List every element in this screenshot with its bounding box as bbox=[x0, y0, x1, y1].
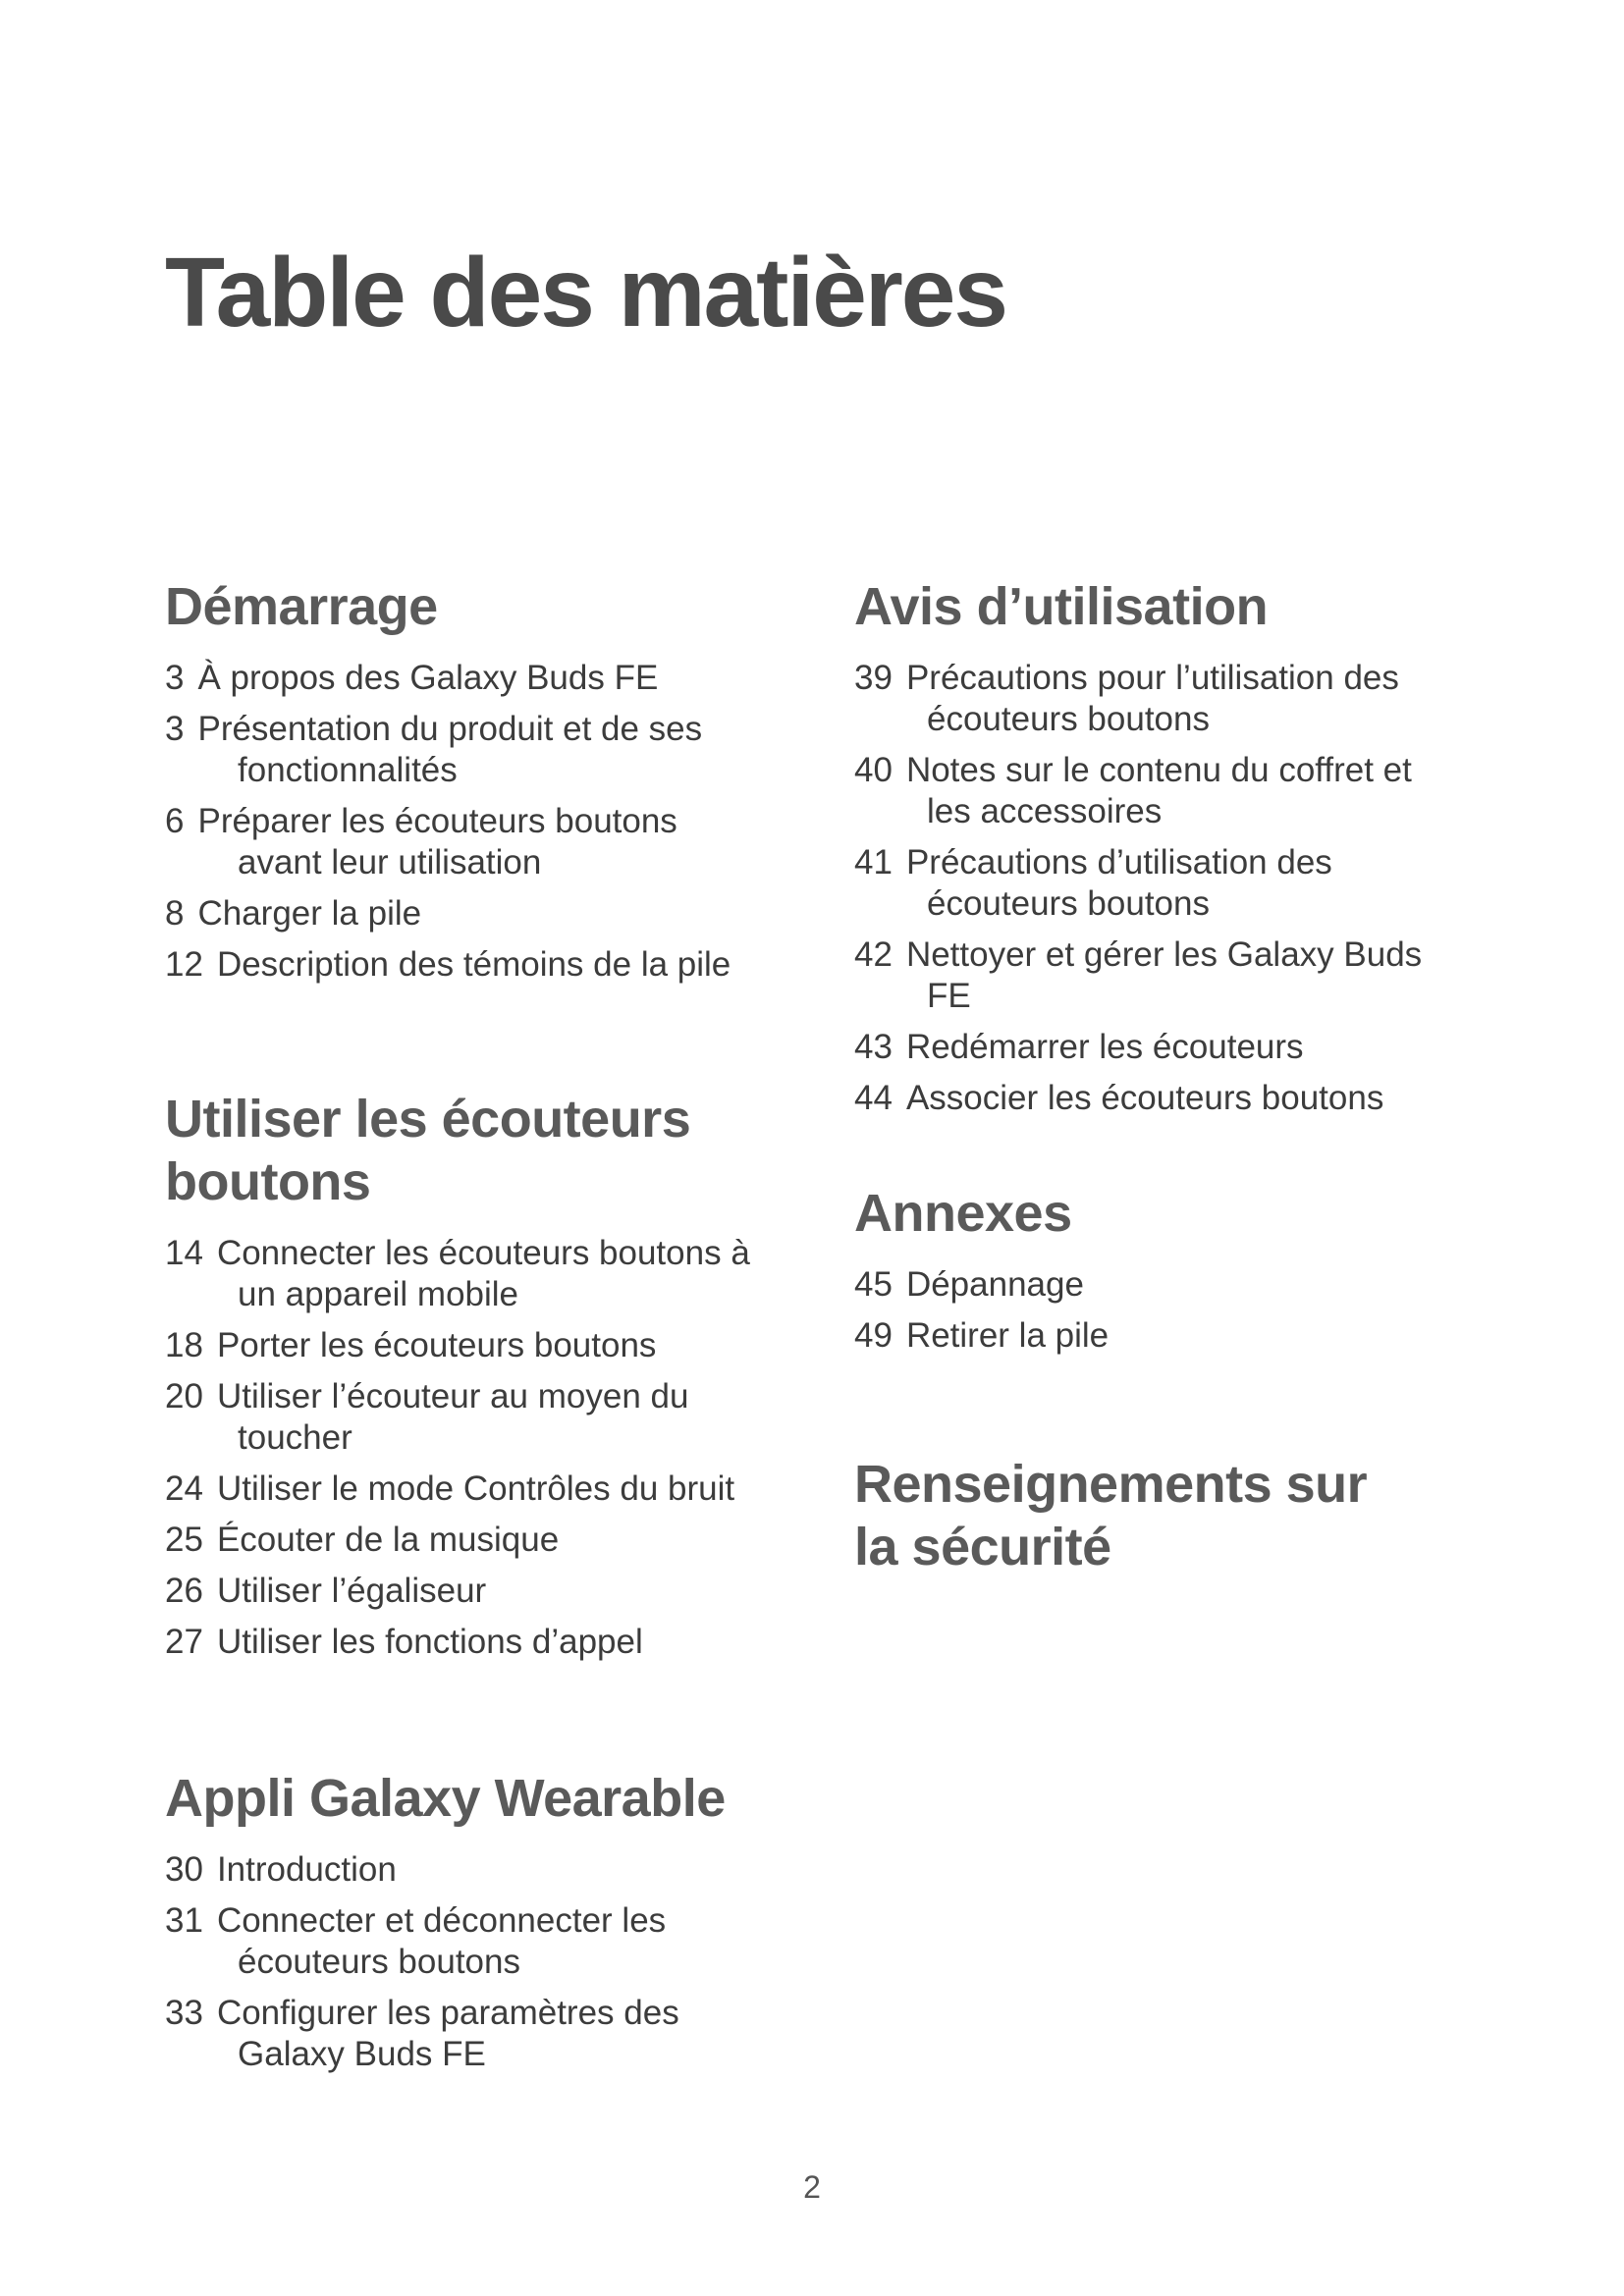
toc-entry[interactable] bbox=[165, 1900, 754, 1983]
page-number: 2 bbox=[803, 2169, 821, 2205]
toc-entry[interactable] bbox=[165, 1849, 754, 1891]
toc-entry[interactable] bbox=[165, 1520, 754, 1561]
entry-page: 27 bbox=[165, 1623, 203, 1661]
toc-entry[interactable] bbox=[854, 1078, 1463, 1119]
entry-text: Utiliser les fonctions d’appel bbox=[216, 1623, 643, 1661]
toc-entry[interactable] bbox=[854, 658, 1463, 740]
entry-text: Description des témoins de la pile bbox=[216, 945, 731, 984]
entry-page: 26 bbox=[165, 1572, 203, 1610]
entry-page: 42 bbox=[854, 935, 893, 974]
toc-entry[interactable] bbox=[165, 709, 754, 791]
entry-text: Précautions d’utilisation des écouteurs boutons bbox=[905, 843, 1332, 923]
entry-page: 3 bbox=[165, 710, 185, 748]
section-utiliser-ecouteurs bbox=[165, 1088, 754, 1673]
entry-list bbox=[165, 1233, 754, 1663]
entry-text: Charger la pile bbox=[197, 894, 422, 933]
section-appli-galaxy-wearable bbox=[165, 1767, 754, 2085]
section-title[interactable]: Appli Galaxy Wearable bbox=[165, 1769, 726, 1828]
entry-page: 20 bbox=[165, 1377, 203, 1415]
section-title[interactable]: Avis d’utilisation bbox=[854, 577, 1269, 636]
toc-entry[interactable] bbox=[165, 1468, 754, 1510]
entry-page: 49 bbox=[854, 1316, 893, 1355]
toc-entry[interactable] bbox=[165, 893, 754, 934]
entry-page: 6 bbox=[165, 802, 185, 840]
toc-entry[interactable] bbox=[165, 1622, 754, 1663]
toc-entry[interactable] bbox=[165, 1571, 754, 1612]
entry-page: 39 bbox=[854, 659, 893, 697]
entry-page: 14 bbox=[165, 1234, 203, 1272]
entry-page: 44 bbox=[854, 1079, 893, 1117]
section-title[interactable]: Renseignements sur la sécurité bbox=[854, 1455, 1368, 1576]
toc-entry[interactable] bbox=[165, 801, 754, 883]
entry-text: Nettoyer et gérer les Galaxy Buds FE bbox=[905, 935, 1423, 1015]
entry-text: Introduction bbox=[216, 1850, 397, 1889]
entry-list bbox=[165, 1849, 754, 2075]
entry-text: Dépannage bbox=[905, 1265, 1084, 1304]
section-demarrage bbox=[165, 575, 754, 995]
entry-page: 45 bbox=[854, 1265, 893, 1304]
toc-entry[interactable] bbox=[854, 842, 1463, 925]
entry-list bbox=[854, 658, 1463, 1119]
toc-entry[interactable] bbox=[854, 750, 1463, 832]
entry-page: 40 bbox=[854, 751, 893, 789]
section-title[interactable]: Annexes bbox=[854, 1184, 1072, 1243]
entry-text: Préparer les écouteurs boutons avant leur utilisation bbox=[197, 802, 677, 881]
entry-text: Utiliser l’écouteur au moyen du toucher bbox=[216, 1377, 689, 1457]
entry-text: Configurer les paramètres des Galaxy Buds FE bbox=[216, 1994, 679, 2073]
entry-text: Précautions pour l’utilisation des écouteurs boutons bbox=[905, 659, 1399, 738]
entry-page: 3 bbox=[165, 659, 185, 697]
entry-page: 33 bbox=[165, 1994, 203, 2032]
entry-text: Connecter et déconnecter les écouteurs boutons bbox=[216, 1901, 667, 1981]
toc-entry[interactable] bbox=[854, 1264, 1463, 1306]
entry-page: 31 bbox=[165, 1901, 203, 1940]
section-renseignements-securite bbox=[854, 1453, 1404, 1598]
entry-text: À propos des Galaxy Buds FE bbox=[197, 659, 659, 697]
toc-entry[interactable] bbox=[165, 1993, 754, 2075]
page-title: Table des matières bbox=[165, 238, 1007, 347]
entry-page: 43 bbox=[854, 1028, 893, 1066]
entry-page: 8 bbox=[165, 894, 185, 933]
entry-text: Notes sur le contenu du coffret et les accessoires bbox=[905, 751, 1412, 830]
entry-page: 41 bbox=[854, 843, 893, 881]
section-title[interactable]: Utiliser les écouteurs boutons bbox=[165, 1090, 691, 1211]
entry-list bbox=[854, 1264, 1463, 1357]
entry-text: Utiliser le mode Contrôles du bruit bbox=[216, 1469, 735, 1508]
toc-entry[interactable] bbox=[854, 1315, 1463, 1357]
toc-entry[interactable] bbox=[854, 1027, 1463, 1068]
entry-text: Utiliser l’égaliseur bbox=[216, 1572, 487, 1610]
entry-text: Porter les écouteurs boutons bbox=[216, 1326, 657, 1364]
toc-entry[interactable] bbox=[165, 1325, 754, 1366]
entry-text: Associer les écouteurs boutons bbox=[905, 1079, 1384, 1117]
entry-page: 30 bbox=[165, 1850, 203, 1889]
toc-entry[interactable] bbox=[165, 658, 754, 699]
toc-entry[interactable] bbox=[165, 1376, 754, 1459]
toc-entry[interactable] bbox=[854, 934, 1463, 1017]
entry-page: 18 bbox=[165, 1326, 203, 1364]
entry-page: 12 bbox=[165, 945, 203, 984]
section-avis-utilisation bbox=[854, 575, 1463, 1129]
entry-text: Présentation du produit et de ses fonctionnalités bbox=[197, 710, 703, 789]
entry-page: 25 bbox=[165, 1521, 203, 1559]
entry-list bbox=[165, 658, 754, 986]
toc-entry[interactable] bbox=[165, 944, 754, 986]
toc-entry[interactable] bbox=[165, 1233, 754, 1315]
section-title[interactable]: Démarrage bbox=[165, 577, 438, 636]
entry-text: Connecter les écouteurs boutons à un appareil mobile bbox=[216, 1234, 750, 1313]
section-annexes bbox=[854, 1182, 1463, 1366]
entry-text: Redémarrer les écouteurs bbox=[905, 1028, 1304, 1066]
entry-page: 24 bbox=[165, 1469, 203, 1508]
entry-text: Retirer la pile bbox=[905, 1316, 1110, 1355]
entry-text: Écouter de la musique bbox=[216, 1521, 560, 1559]
